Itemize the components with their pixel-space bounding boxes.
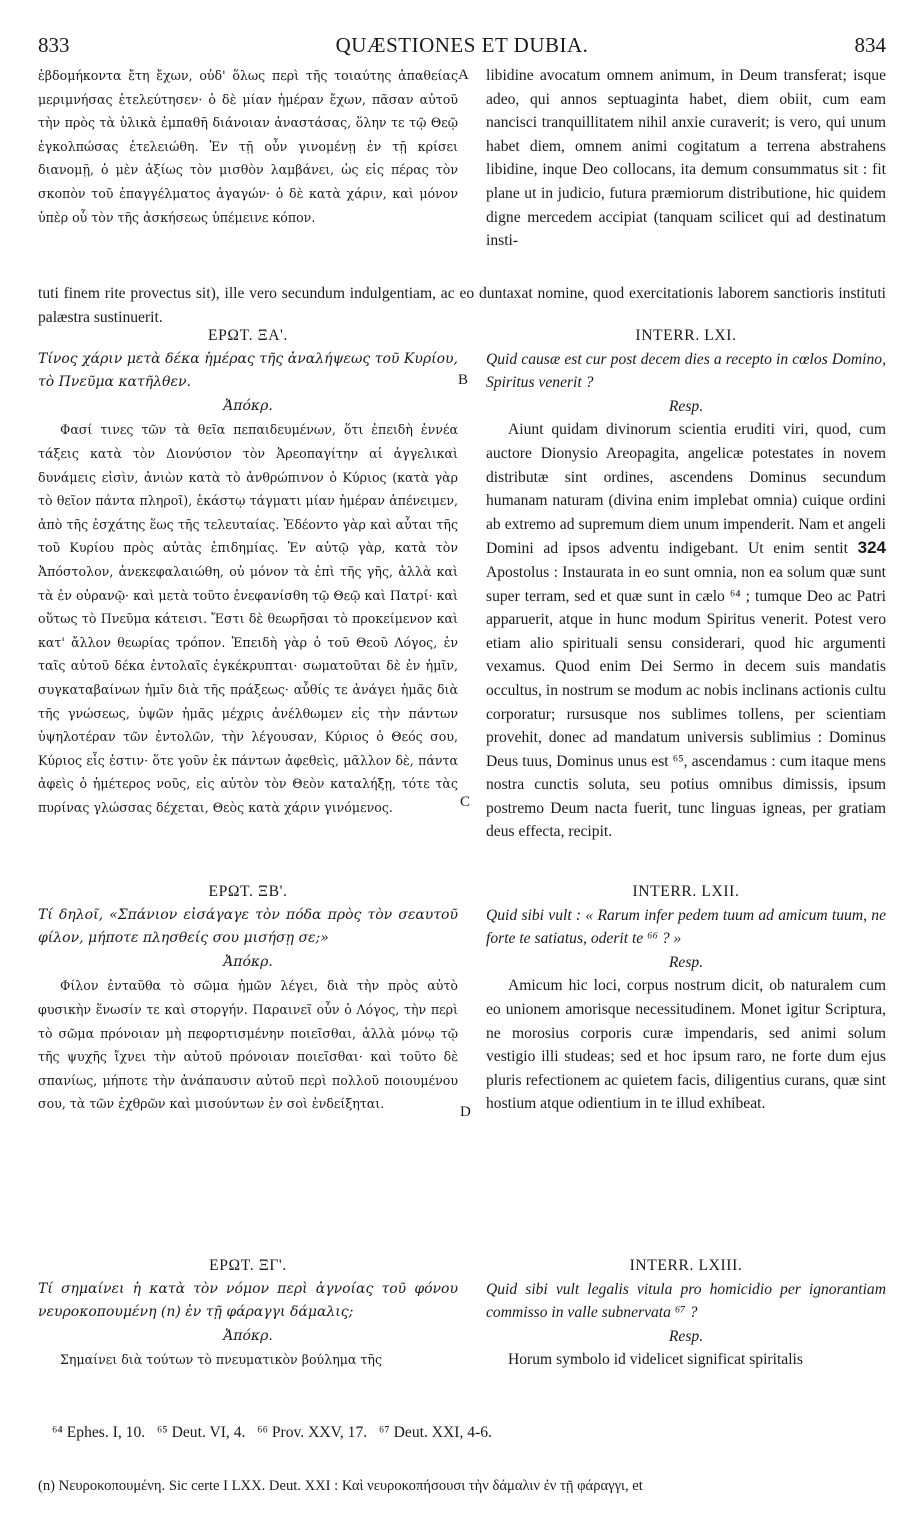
latin-heading-62: INTERR. LXII. [632, 883, 740, 900]
running-title: QUÆSTIONES ET DUBIA. [335, 33, 589, 57]
page-number-right: 834 [854, 33, 886, 57]
column-number: 324 [857, 538, 886, 558]
editorial-note: (n) Νευροκοπουμένη. Sic certe I LXX. Deut. XXI : Καὶ νευροκοπήσουσι τὴν δάμαλιν ἐν τῇ φάραγγι, et [38, 1478, 643, 1494]
greek-question-61: Τίνος χάριν μετὰ δέκα ἡμέρας τῆς ἀναλήψεως τοῦ Κυρίου, τὸ Πνεῦμα κατῆλθεν. [38, 350, 458, 391]
full-width-continuation: tuti finem rite provectus sit), ille vero secundum indulgentiam, ac eo duntaxat nomine, quod exercitationis laborem sanctioris instituti palæstra sustinuerit. [38, 285, 886, 326]
running-header [38, 33, 886, 59]
latin-section-63 [486, 1254, 886, 1384]
greek-heading-61: ΕΡΩΤ. ΞΑ'. [208, 327, 288, 344]
latin-question-61: Quid causæ est cur post decem dies a recepto in cœlos Domino, Spiritus venerit ? [486, 350, 886, 392]
greek-continuation: ἑβδομήκοντα ἔτη ἔχων, οὐδ' ὅλως περὶ τῆς τοιαύτης ἀπαθείας μεριμνήσας ἐτελεύτησεν· ὁ δὲ μίαν ἡμέραν ἔχων, πᾶσαν αὐτοῦ τὴν πρὸς τὰ ὑλικὰ ἐμπαθῆ διάνοιαν ἀναστάσας, ὅλην τε τῷ Θεῷ ἐγκολπώσας ἐτελειώθη. Ἐν τῇ οὖν γινομένῃ ἐν τῇ κρίσει διανομῇ, ὁ μὲν ἀξίως τὸν μισθὸν λαμβάνει, ὡς εἰς πέρας τὸν σκοπὸν τοῦ ἐπαγγέλματος ἀγαγών· ὁ δὲ κατὰ χάριν, καὶ μόνον ὑπὲρ οὗ τὸν τῆς ἀσκήσεως ὑπέμεινε κόπον. [38, 68, 458, 225]
latin-text-61a: Aiunt quidam divinorum scientia eruditi viri, quod, cum auctore Dionysio Areopagita, angelicæ potestates in novem distributæ sint ordines, ascendens Dominus secundum humanam naturam (divina enim implebat omnia) cuique ordini ab extremo ad supremum diem unum impenderit. Nam et angeli Domini ad ipsos adventu indigebant. Ut enim sentit [486, 421, 886, 558]
greek-resp-63: Ἀπόκρ. [223, 1327, 273, 1344]
greek-heading-63: ΕΡΩΤ. ΞΓ'. [209, 1257, 287, 1274]
greek-resp-61: Ἀπόκρ. [223, 397, 273, 414]
latin-heading-61: INTERR. LXI. [635, 327, 737, 344]
greek-text-62: Φίλον ἐνταῦθα τὸ σῶμα ἡμῶν λέγει, διὰ τὴν πρὸς αὐτὸ φυσικὴν ἕνωσίν τε καὶ στοργήν. Παραινεῖ οὖν ὁ Λόγος, τὴν περὶ τὸ σῶμα πρόνοιαν μὴ πεφορτισμένην ποιεῖσθαι, ἀλλὰ μόνῳ τῷ τῆς ψυχῆς ἴχνει τὴν αὐτοῦ πρόνοιαν ποιεῖσθαι· καὶ τοῦτο δὲ σπανίως, μήποτε τὴν ἀνάπαυσιν αὐτοῦ περὶ πολλοῦ ποιουμένου σου, τὰ τῶν ἐχθρῶν καὶ μισούντων ἐν σοὶ ἐνδείξηται. [38, 978, 458, 1112]
latin-resp-63: Resp. [668, 1327, 704, 1345]
latin-text-63: Horum symbolo id videlicet significat spiritalis [508, 1351, 803, 1369]
latin-text-61 [486, 418, 886, 844]
greek-resp-62: Ἀπόκρ. [223, 953, 273, 970]
latin-text-61b: Apostolus : Instaurata in eo sunt omnia, non ea solum quæ sunt super terram, sed et quæ sunt in cælo ⁶⁴ ; tumque Deo ac Patri apparuerit, atque in hunc modum Spiritus venerit. Potest vero etiam alio spirituali sensu considerari, quod hic argumenti vexamus. Quod enim Dei Sermo in decem suis mandatis occultus, in nostrum se modum ac nobis inclinans actionis cultu corporatur; rursusque nos sublimes tollens, per scientiam provehit, donec ad mandatum universis sublimius : Dominus Deus tuus, Dominus unus est ⁶⁵, ascendamus : cum itaque mens nostra cunctis soluta, seu potius omnibus dimissis, ipsum postremo Deum nacta fuerit, tunc linguas igneas, per gratiam deus effecta, recipit. [486, 563, 886, 841]
greek-text-61: Φασί τινες τῶν τὰ θεῖα πεπαιδευμένων, ὅτι ἐπειδὴ ἐννέα τάξεις κατὰ τὸν Διονύσιον τὸν Ἀρεοπαγίτην αἱ ἀγγελικαὶ δυνάμεις εἰσὶν, ἀνιὼν κατὰ τὸ ἀνθρώπινον ὁ Κύριος (κατὰ γὰρ τὸ θεῖον πάντα πληροῖ), ἑκάστῳ τάγματι μίαν ἡμέραν ἀπένειμεν, ἀπὸ τῆς ἐσχάτης ἕως τῆς τελευταίας. Ἐδέοντο γὰρ καὶ αὗται τῆς τοῦ Κυρίου πρὸς αὐτὰς ἐπιδημίας. Ἐν αὐτῷ γὰρ, κατὰ τὸν Ἀπόστολον, ἀνεκεφαλαιώθη, οὐ μόνον τὰ ἐπὶ τῆς γῆς, ἀλλὰ καὶ τὰ ἐν οὐρανῷ· καὶ μετὰ τοῦτο ἐνεφανίσθη τῷ Θεῷ καὶ Πατρί· καὶ οὕτως τὸ Πνεῦμα κάτεισι. Ἔστι δὲ θεωρῆσαι τὸ προκείμενον καὶ κατ' ἄλλον θεωρίας τρόπον. Ἐπειδὴ γὰρ ὁ τοῦ Θεοῦ Λόγος, ἐν ταῖς αὐτοῦ δέκα ἐντολαῖς ἐγκέκρυπται· σωματοῦται δὲ ἐν ἡμῖν, συγκαταβαίνων ἡμῖν διὰ τῆς πράξεως· αὖθίς τε ἀνάγει ἡμᾶς διὰ τῆς γνώσεως, ὑψῶν ἡμᾶς μέχρις ἀνέλθωμεν εἰς τὴν πάντων ὑψηλοτέραν τῶν ἐντολῶν, τὴν λέγουσαν, Κύριος ὁ Θεός σου, Κύριος εἷς ἐστιν· ὅτε γοῦν ἐκ πάντων ἀφεθεὶς, μᾶλλον δὲ, πάντα ἀφεὶς ὁ ἡμέτερος νοῦς, εἰς αὐτὸν τὸν Θεὸν καταλήξῃ, τότε τὰς πυρίνας γλώσσας δέχεται, Θεὸς κατὰ χάριν γινόμενος. [38, 422, 458, 815]
greek-question-63: Τί σημαίνει ἡ κατὰ τὸν νόμον περὶ ἀγνοίας τοῦ φόνου νευροκοπουμένη (n) ἐν τῇ φάραγγι δάμαλις; [38, 1280, 458, 1321]
latin-section-62 [486, 880, 886, 1260]
section-marker-d: D [460, 1104, 471, 1120]
greek-question-62: Τί δηλοῖ, «Σπάνιον εἰσάγαγε τὸν πόδα πρὸς τὸν σεαυτοῦ φίλον, μήποτε πλησθείς σου μισήσῃ σε;» [38, 906, 458, 947]
latin-resp-61: Resp. [668, 397, 704, 415]
latin-heading-63: INTERR. LXIII. [629, 1257, 743, 1274]
latin-text-62: Amicum hic loci, corpus nostrum dicit, ob naturalem cum eo unionem amorisque necessitudinem. Monet igitur Scriptura, ne morosius corporis curæ impendaris, sed animi solum vestigio illi studeas; sed et hoc ipsum raro, ne forte dum ejus pluris refectionem ac quietem facis, diligentius curans, quæ sint hostium atque odientium in te illud exhibeat. [486, 977, 886, 1113]
latin-section-61 [486, 324, 886, 844]
greek-text-63: Σημαίνει διὰ τούτων τὸ πνευματικὸν βούλημα τῆς [60, 1352, 383, 1368]
section-marker-b: B [458, 372, 469, 388]
latin-question-63: Quid sibi vult legalis vitula pro homicidio per ignorantiam commisso in valle subnervata ⁶⁷ ? [486, 1280, 886, 1322]
section-marker-c: C [460, 794, 471, 810]
greek-section-61 [38, 324, 458, 844]
page-number-left: 833 [38, 33, 70, 57]
latin-resp-62: Resp. [668, 953, 704, 971]
footnote-references: ⁶⁴ Ephes. I, 10. ⁶⁵ Deut. VI, 4. ⁶⁶ Prov. XXV, 17. ⁶⁷ Deut. XXI, 4-6. [52, 1424, 492, 1441]
section-marker-a: A [458, 67, 469, 83]
greek-section-62 [38, 880, 458, 1260]
greek-heading-62: ΕΡΩΤ. ΞΒ'. [208, 883, 288, 900]
latin-question-62: Quid sibi vult : « Rarum infer pedem tuum ad amicum tuum, ne forte te satiatus, oderit te ⁶⁶ ? » [486, 906, 886, 948]
latin-continuation: libidine avocatum omnem animum, in Deum transferat; isque adeo, qui annos septuaginta habet, diem obiit, cum eam nancisci tranquillitatem nihil anxie curaverit; is vero, qui unum habet diem, omnem animi cogitatum a terrena abstrahens libidine, inque Deo collocans, ita demum consummatus sit : fit plane ut in judicio, futura præmiorum distributione, hic quidem digne mercedem accipiat (tanquam scilicet qui ad destinatum insti- [486, 67, 886, 250]
greek-section-63 [38, 1254, 458, 1384]
